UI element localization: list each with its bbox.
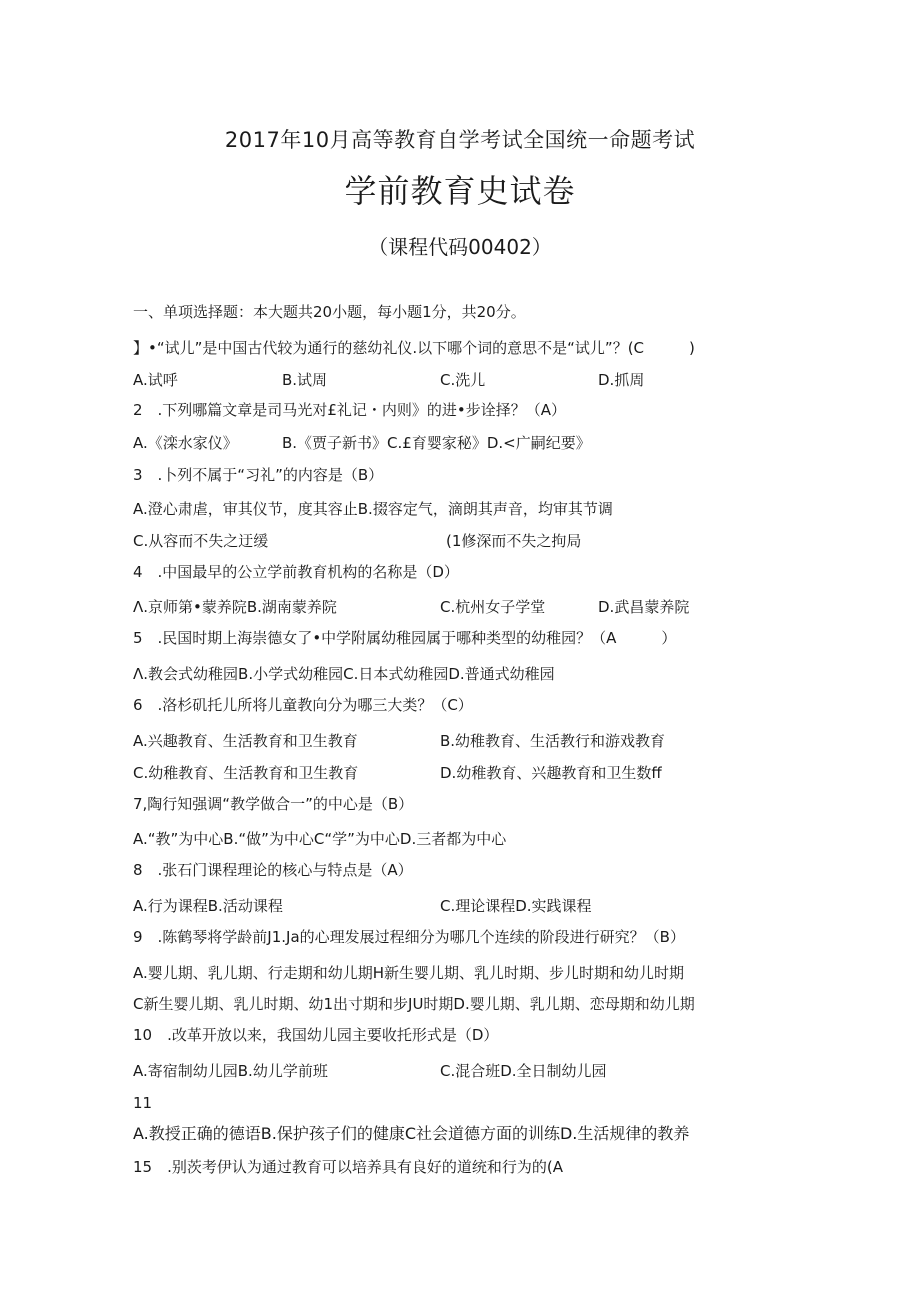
question-stem: 】•“试儿”是中国古代较为通行的慈幼礼仪.以下哪个词的意思不是“试儿”？(C ) <box>133 339 695 357</box>
question-stem: 2 .下列哪篇文章是司马光对£礼记・内则》的进•步诠择？（A） <box>133 401 566 419</box>
option-a: A.《滦水家仪》 <box>133 434 238 452</box>
section-heading: 一、单项选择题：本大题共20小题，每小题1分，共20分。 <box>133 303 526 321</box>
options-bcd: B.《贾子新书》C.£育婴家秘》D.<广嗣纪要》 <box>282 434 591 452</box>
paper-title: 学前教育史试卷 <box>344 172 576 210</box>
option-d: (1修深而不失之拘局 <box>446 532 582 550</box>
option-c: C.从容而不失之迂缓 <box>133 532 269 550</box>
options-ab: A.行为课程B.活动课程 <box>133 897 283 915</box>
options-cd: C新生婴儿期、乳儿时期、幼1出寸期和步JU时期D.婴儿期、乳儿期、恋母期和幼儿期 <box>133 995 695 1013</box>
option-c: C.洗儿 <box>440 371 486 389</box>
options-cd: C.理论课程D.实践课程 <box>440 897 592 915</box>
options-ab: A.寄宿制幼儿园B.幼儿学前班 <box>133 1062 328 1080</box>
question-stem: 11 <box>133 1094 153 1112</box>
option-b: B.试周 <box>282 371 328 389</box>
option-c: C.幼稚教育、生活教育和卫生教育 <box>133 764 359 782</box>
option-d: D.幼稚教育、兴趣教育和卫生数ff <box>440 764 662 782</box>
option-c: C.杭州女子学堂 <box>440 598 546 616</box>
option-a: A.试呼 <box>133 371 178 389</box>
exam-title: 2017年10月高等教育自学考试全国统一命题考试 <box>224 128 696 152</box>
question-stem: 5 .民国时期上海崇德女了•中学附属幼稚园属于哪种类型的幼稚园？（A ） <box>133 629 677 647</box>
options-abcd: A.教授正确的德语B.保护孩子们的健康C社会道德方面的训练D.生活规律的教养 <box>133 1124 690 1143</box>
question-stem: 15 .别茨考伊认为通过教育可以培养具有良好的道统和行为的(A <box>133 1158 563 1176</box>
question-stem: 10 .改革开放以来，我国幼儿园主要收托形式是（D） <box>133 1026 499 1044</box>
options-ab: A.婴儿期、乳儿期、行走期和幼儿期H新生婴儿期、乳儿时期、步儿时期和幼儿时期 <box>133 964 685 982</box>
options-ab: Λ.京师第•蒙养院B.湖南蒙养院 <box>133 598 337 616</box>
option-a: A.兴趣教育、生活教育和卫生教育 <box>133 732 358 750</box>
question-stem: 3 .卜列不属于“习礼”的内容是（B） <box>133 466 384 484</box>
question-stem: 6 .洛杉矶托儿所将儿童教向分为哪三大类？（C） <box>133 696 473 714</box>
options-ab: A.澄心肃虐，审其仪节，度其容止B.掇容定气，滴朗其声音，均审其节调 <box>133 500 613 518</box>
option-d: D.武昌蒙养院 <box>598 598 690 616</box>
option-d: D.抓周 <box>598 371 645 389</box>
question-stem: 7,陶行知强调“教学做合一”的中心是（B） <box>133 795 414 813</box>
options-abcd: Λ.教会式幼稚园B.小学式幼稚园C.日本式幼稚园D.普通式幼稚园 <box>133 665 555 683</box>
options-abcd: A.“教”为中心B.“做”为中心C“学”为中心D.三者都为中心 <box>133 830 507 848</box>
course-code: （课程代码00402） <box>368 235 552 259</box>
question-stem: 4 .中国最早的公立学前教育机构的名称是（D） <box>133 563 459 581</box>
question-stem: 8 .张石门课程理论的核心与特点是（A） <box>133 861 413 879</box>
question-stem: 9 .陈鹤琴将学龄前J1.Ja的心理发展过程细分为哪几个连续的阶段进行研究？（B） <box>133 928 685 946</box>
options-cd: C.混合班D.全日制幼儿园 <box>440 1062 607 1080</box>
option-b: B.幼稚教育、生活教行和游戏教育 <box>440 732 666 750</box>
